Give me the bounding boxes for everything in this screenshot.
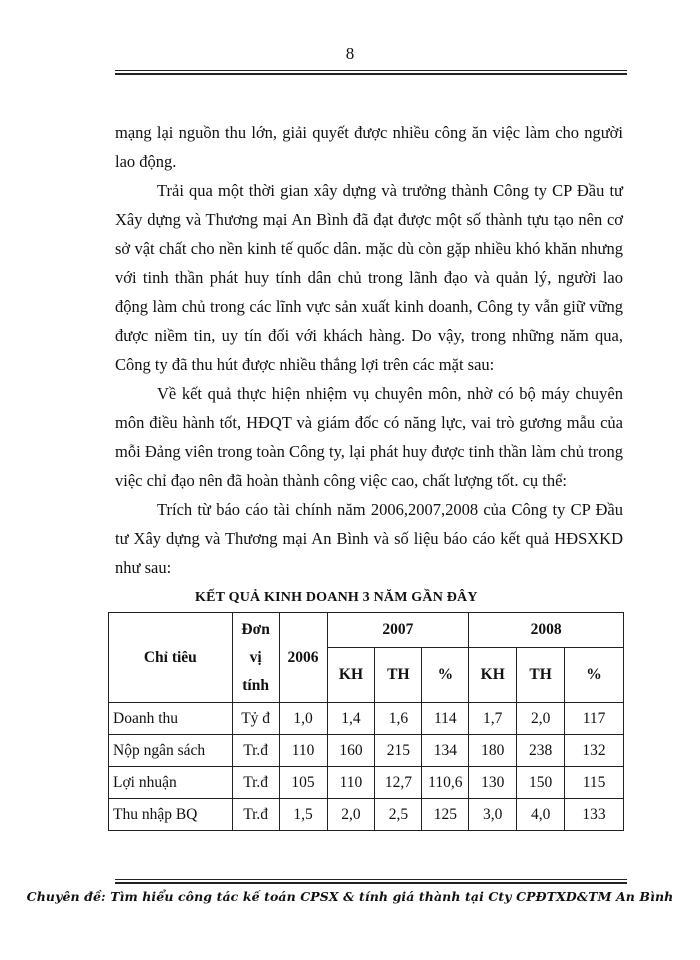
header-indicator: Chỉ tiêu xyxy=(109,613,233,703)
table-row xyxy=(109,799,624,831)
cell-th-2008: 2,0 xyxy=(517,703,565,735)
cell-th-2007: 2,5 xyxy=(375,799,422,831)
cell-pct-2008: 132 xyxy=(565,735,624,767)
table-row xyxy=(109,703,624,735)
cell-unit: Tr.đ xyxy=(232,767,279,799)
table-header-row xyxy=(109,613,624,648)
cell-kh-2008: 1,7 xyxy=(469,703,517,735)
cell-pct-2008: 133 xyxy=(565,799,624,831)
header-rule xyxy=(115,70,627,75)
table-row xyxy=(109,767,624,799)
cell-th-2008: 150 xyxy=(517,767,565,799)
cell-pct-2007: 134 xyxy=(422,735,469,767)
cell-kh-2007: 2,0 xyxy=(327,799,375,831)
paragraph: Trích từ báo cáo tài chính năm 2006,2007,2008 của Công ty CP Đầu tư Xây dựng và Thương mại An Bình và số liệu báo cáo kết quả HĐSXKD như sau: xyxy=(115,500,623,577)
cell-unit: Tr.đ xyxy=(232,799,279,831)
page-number: 8 xyxy=(345,44,355,63)
paragraph: Trải qua một thời gian xây dựng và trưởng thành Công ty CP Đầu tư Xây dựng và Thương mại An Bình đã đạt được một số thành tựu tạo nên cơ sở vật chất cho nền kinh tế quốc dân. mặc dù còn gặp nhiều khó khăn nhưng với tinh thần phát huy tính dân chủ trong lãnh đạo và quản lý, người lao động làm chủ trong các lĩnh vực sản xuất kinh doanh, Công ty vẫn giữ vững được niềm tin, uy tín đối với khách hàng. Do vậy, trong những năm qua, Công ty đã thu hút được nhiều thắng lợi trên các mặt sau: xyxy=(115,181,623,374)
table-title: KẾT QUẢ KINH DOANH 3 NĂM GẦN ĐÂY xyxy=(195,590,478,605)
cell-2006: 105 xyxy=(279,767,327,799)
business-results-table xyxy=(108,612,624,831)
cell-unit: Tr.đ xyxy=(232,735,279,767)
cell-pct-2007: 125 xyxy=(422,799,469,831)
cell-th-2008: 238 xyxy=(517,735,565,767)
cell-kh-2007: 1,4 xyxy=(327,703,375,735)
cell-indicator: Doanh thu xyxy=(109,703,233,735)
paragraph: mạng lại nguồn thu lớn, giải quyết được nhiều công ăn việc làm cho người lao động. xyxy=(115,123,623,171)
cell-pct-2008: 117 xyxy=(565,703,624,735)
header-kh-2008: KH xyxy=(469,648,517,703)
header-2007: 2007 xyxy=(327,613,469,648)
cell-2006: 1,0 xyxy=(279,703,327,735)
header-pct-2008: % xyxy=(565,648,624,703)
cell-indicator: Lợi nhuận xyxy=(109,767,233,799)
header-2006: 2006 xyxy=(279,613,327,703)
body-text xyxy=(115,118,623,582)
footer-text: Chuyên đề: Tìm hiểu công tác kế toán CPSX & tính giá thành tại Cty CPĐTXD&TM An Bình xyxy=(26,889,674,904)
cell-2006: 110 xyxy=(279,735,327,767)
cell-kh-2008: 3,0 xyxy=(469,799,517,831)
table-row xyxy=(109,735,624,767)
cell-2006: 1,5 xyxy=(279,799,327,831)
cell-kh-2008: 130 xyxy=(469,767,517,799)
cell-pct-2007: 114 xyxy=(422,703,469,735)
header-th-2007: TH xyxy=(375,648,422,703)
cell-unit: Tỷ đ xyxy=(232,703,279,735)
header-2008: 2008 xyxy=(469,613,624,648)
cell-indicator: Thu nhập BQ xyxy=(109,799,233,831)
header-kh-2007: KH xyxy=(327,648,375,703)
cell-pct-2008: 115 xyxy=(565,767,624,799)
header-pct-2007: % xyxy=(422,648,469,703)
paragraph: Về kết quả thực hiện nhiệm vụ chuyên môn, nhờ có bộ máy chuyên môn điều hành tốt, HĐQT và giám đốc có năng lực, vai trò gương mẫu của mỗi Đảng viên trong toàn Công ty, lại phát huy được tinh thần làm chủ trong việc chỉ đạo nên đã hoàn thành công việc cao, chất lượng tốt. cụ thể: xyxy=(115,384,623,490)
cell-pct-2007: 110,6 xyxy=(422,767,469,799)
cell-kh-2008: 180 xyxy=(469,735,517,767)
footer-rule xyxy=(115,879,627,884)
cell-th-2008: 4,0 xyxy=(517,799,565,831)
cell-kh-2007: 160 xyxy=(327,735,375,767)
cell-kh-2007: 110 xyxy=(327,767,375,799)
header-th-2008: TH xyxy=(517,648,565,703)
cell-th-2007: 12,7 xyxy=(375,767,422,799)
header-unit: Đơn vị tính xyxy=(232,613,279,703)
cell-th-2007: 215 xyxy=(375,735,422,767)
cell-th-2007: 1,6 xyxy=(375,703,422,735)
cell-indicator: Nộp ngân sách xyxy=(109,735,233,767)
